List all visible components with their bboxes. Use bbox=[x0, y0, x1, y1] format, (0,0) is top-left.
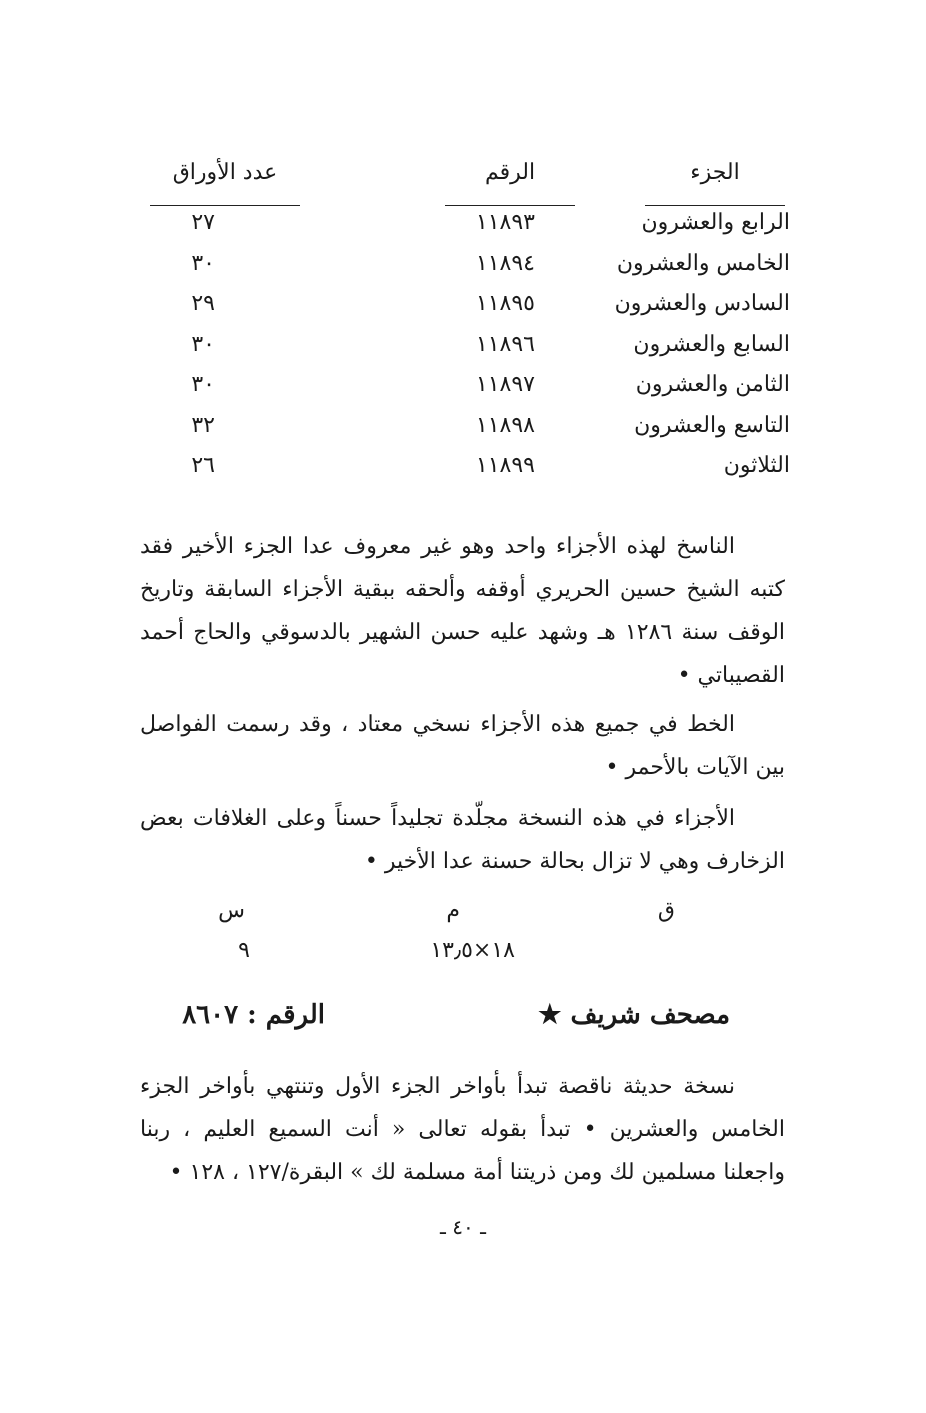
header-number bbox=[440, 160, 580, 185]
cell-part: التاسع والعشرون bbox=[634, 412, 790, 438]
dimension-value-s: ٩ bbox=[238, 938, 250, 963]
dimension-value-m: ١٨×١٣٫٥ bbox=[430, 938, 515, 963]
header-part bbox=[640, 160, 790, 185]
cell-leaves: ٣٢ bbox=[191, 412, 215, 438]
entry-heading bbox=[140, 1000, 785, 1040]
table-row bbox=[140, 291, 790, 332]
cell-leaves: ٢٦ bbox=[191, 453, 215, 478]
header-leaves-label: عدد الأوراق bbox=[172, 160, 278, 185]
table-row bbox=[140, 413, 790, 454]
entry-title: مصحف شريف ★ bbox=[538, 1000, 730, 1030]
cell-number: ١١٨٩٤ bbox=[475, 250, 535, 276]
cell-number: ١١٨٩٣ bbox=[475, 210, 535, 235]
dimension-label-q: ق bbox=[657, 898, 675, 923]
cell-part: الثامن والعشرون bbox=[635, 372, 790, 397]
header-rule bbox=[445, 205, 575, 206]
entry-number: الرقم : ٨٦٠٧ bbox=[182, 1000, 325, 1030]
header-part-label: الجزء bbox=[690, 160, 740, 185]
table-row bbox=[140, 332, 790, 373]
parts-table bbox=[140, 160, 790, 494]
copyist-paragraph: الناسخ لهذه الأجزاء واحد وهو غير معروف عدا الجزء الأخير فقد كتبه الشيخ حسين الحريري أوقفه وألحقه ببقية الأجزاء السابقة وتاريخ الوقف سنة ١٢٨٦ هـ وشهد عليه حسن الشهير بالدسوقي والحاج أحمد القصيباتي • bbox=[140, 534, 786, 688]
header-rule bbox=[645, 205, 785, 206]
page-number: ـ ٤٠ ـ bbox=[440, 1215, 486, 1239]
dimension-label-s: س bbox=[218, 898, 245, 923]
entry-description: نسخة حديثة ناقصة تبدأ بأواخر الجزء الأول وتنتهي بأواخر الجزء الخامس والعشرين • تبدأ بقوله تعالى « أنت السميع العليم ، ربنا واجعلنا مسلمين لك ومن ذريتنا أمة مسلمة لك » البقرة/١٢٧ ، ١٢٨ • bbox=[140, 1074, 785, 1185]
table-row bbox=[140, 210, 790, 251]
header-leaves bbox=[145, 160, 305, 185]
cell-number: ١١٨٩٩ bbox=[475, 453, 535, 478]
table-row bbox=[140, 251, 790, 292]
cell-leaves: ٣٠ bbox=[191, 372, 215, 397]
header-number-label: الرقم bbox=[484, 160, 536, 185]
dimension-label-m: م bbox=[446, 898, 460, 923]
cell-number: ١١٨٩٨ bbox=[475, 412, 535, 438]
table-header bbox=[140, 160, 790, 210]
cell-part: الرابع والعشرون bbox=[641, 210, 790, 235]
cell-leaves: ٢٩ bbox=[191, 291, 215, 316]
cell-part: الخامس والعشرون bbox=[616, 250, 790, 276]
cell-number: ١١٨٩٧ bbox=[475, 372, 535, 397]
header-rule bbox=[150, 205, 300, 206]
cell-part: السابع والعشرون bbox=[633, 331, 790, 357]
cell-leaves: ٣٠ bbox=[191, 331, 215, 357]
cell-number: ١١٨٩٥ bbox=[475, 291, 535, 316]
cell-part: الثلاثون bbox=[723, 453, 790, 478]
script-paragraph: الخط في جميع هذه الأجزاء نسخي معتاد ، وقد رسمت الفواصل بين الآيات بالأحمر • bbox=[140, 712, 785, 780]
binding-paragraph: الأجزاء في هذه النسخة مجلّدة تجليداً حسناً وعلى الغلافات بعض الزخارف وهي لا تزال بحالة حسنة عدا الأخير • bbox=[140, 806, 785, 874]
table-row bbox=[140, 372, 790, 413]
cell-number: ١١٨٩٦ bbox=[475, 331, 535, 357]
cell-part: السادس والعشرون bbox=[614, 291, 790, 316]
cell-leaves: ٣٠ bbox=[191, 250, 215, 276]
table-row bbox=[140, 453, 790, 494]
cell-leaves: ٢٧ bbox=[191, 210, 215, 235]
